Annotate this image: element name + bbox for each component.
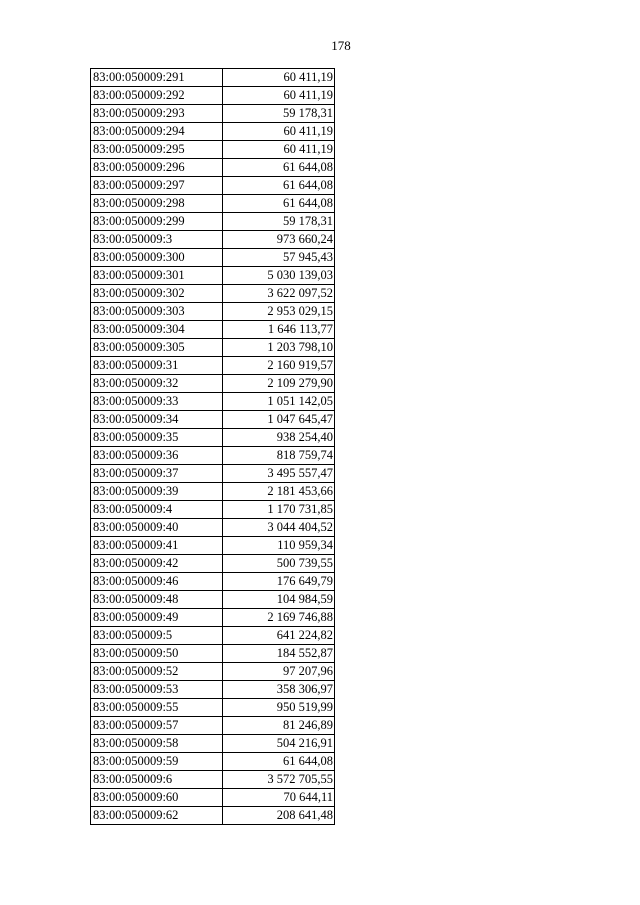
cadastral-value-cell: 57 945,43 — [223, 249, 335, 267]
table-row — [91, 195, 335, 213]
table-row — [91, 123, 335, 141]
table-row — [91, 789, 335, 807]
cadastral-number-cell: 83:00:050009:53 — [91, 681, 223, 699]
cadastral-value-cell: 60 411,19 — [223, 123, 335, 141]
table-row — [91, 429, 335, 447]
table-row — [91, 537, 335, 555]
cadastral-value-cell: 500 739,55 — [223, 555, 335, 573]
cadastral-number-cell: 83:00:050009:304 — [91, 321, 223, 339]
table-row — [91, 591, 335, 609]
cadastral-value-cell: 1 203 798,10 — [223, 339, 335, 357]
cadastral-value-cell: 2 181 453,66 — [223, 483, 335, 501]
table-row — [91, 267, 335, 285]
cadastral-value-cell: 641 224,82 — [223, 627, 335, 645]
cadastral-value-cell: 81 246,89 — [223, 717, 335, 735]
cadastral-number-cell: 83:00:050009:42 — [91, 555, 223, 573]
table-row — [91, 177, 335, 195]
cadastral-number-cell: 83:00:050009:4 — [91, 501, 223, 519]
table-row — [91, 105, 335, 123]
cadastral-value-cell: 60 411,19 — [223, 141, 335, 159]
cadastral-number-cell: 83:00:050009:296 — [91, 159, 223, 177]
table-row — [91, 699, 335, 717]
table-row — [91, 501, 335, 519]
table-body — [91, 69, 335, 825]
cadastral-number-cell: 83:00:050009:292 — [91, 87, 223, 105]
table-row — [91, 573, 335, 591]
table-row — [91, 375, 335, 393]
table-row — [91, 231, 335, 249]
cadastral-value-cell: 1 646 113,77 — [223, 321, 335, 339]
table-row — [91, 339, 335, 357]
page-number: 178 — [331, 38, 351, 53]
table-row — [91, 447, 335, 465]
table-row — [91, 213, 335, 231]
cadastral-number-cell: 83:00:050009:49 — [91, 609, 223, 627]
table-row — [91, 519, 335, 537]
cadastral-value-cell: 2 109 279,90 — [223, 375, 335, 393]
table-row — [91, 735, 335, 753]
cadastral-value-cell: 1 047 645,47 — [223, 411, 335, 429]
table-row — [91, 627, 335, 645]
cadastral-value-cell: 2 953 029,15 — [223, 303, 335, 321]
cadastral-value-cell: 3 495 557,47 — [223, 465, 335, 483]
cadastral-number-cell: 83:00:050009:34 — [91, 411, 223, 429]
cadastral-value-cell: 176 649,79 — [223, 573, 335, 591]
cadastral-number-cell: 83:00:050009:48 — [91, 591, 223, 609]
cadastral-number-cell: 83:00:050009:301 — [91, 267, 223, 285]
table-row — [91, 717, 335, 735]
cadastral-value-cell: 1 051 142,05 — [223, 393, 335, 411]
cadastral-value-cell: 2 169 746,88 — [223, 609, 335, 627]
cadastral-value-cell: 504 216,91 — [223, 735, 335, 753]
cadastral-value-cell: 61 644,08 — [223, 159, 335, 177]
table-row — [91, 645, 335, 663]
table-row — [91, 771, 335, 789]
table-row — [91, 357, 335, 375]
cadastral-number-cell: 83:00:050009:305 — [91, 339, 223, 357]
cadastral-number-cell: 83:00:050009:297 — [91, 177, 223, 195]
cadastral-number-cell: 83:00:050009:60 — [91, 789, 223, 807]
table-row — [91, 249, 335, 267]
table-row — [91, 87, 335, 105]
cadastral-value-cell: 60 411,19 — [223, 69, 335, 87]
cadastral-value-cell: 5 030 139,03 — [223, 267, 335, 285]
cadastral-number-cell: 83:00:050009:46 — [91, 573, 223, 591]
cadastral-number-cell: 83:00:050009:59 — [91, 753, 223, 771]
cadastral-number-cell: 83:00:050009:52 — [91, 663, 223, 681]
cadastral-number-cell: 83:00:050009:291 — [91, 69, 223, 87]
cadastral-value-cell: 3 572 705,55 — [223, 771, 335, 789]
cadastral-value-cell: 818 759,74 — [223, 447, 335, 465]
cadastral-number-cell: 83:00:050009:3 — [91, 231, 223, 249]
cadastral-value-cell: 60 411,19 — [223, 87, 335, 105]
cadastral-number-cell: 83:00:050009:293 — [91, 105, 223, 123]
table-row — [91, 753, 335, 771]
cadastral-value-cell: 973 660,24 — [223, 231, 335, 249]
cadastral-number-cell: 83:00:050009:299 — [91, 213, 223, 231]
cadastral-value-cell: 1 170 731,85 — [223, 501, 335, 519]
cadastral-value-table — [90, 68, 335, 825]
cadastral-value-cell: 3 044 404,52 — [223, 519, 335, 537]
cadastral-value-cell: 358 306,97 — [223, 681, 335, 699]
cadastral-value-cell: 97 207,96 — [223, 663, 335, 681]
cadastral-number-cell: 83:00:050009:62 — [91, 807, 223, 825]
cadastral-value-cell: 104 984,59 — [223, 591, 335, 609]
table-row — [91, 393, 335, 411]
cadastral-number-cell: 83:00:050009:302 — [91, 285, 223, 303]
table-row — [91, 285, 335, 303]
cadastral-value-cell: 3 622 097,52 — [223, 285, 335, 303]
table-row — [91, 555, 335, 573]
cadastral-number-cell: 83:00:050009:58 — [91, 735, 223, 753]
cadastral-number-cell: 83:00:050009:35 — [91, 429, 223, 447]
cadastral-number-cell: 83:00:050009:55 — [91, 699, 223, 717]
cadastral-value-cell: 938 254,40 — [223, 429, 335, 447]
cadastral-value-cell: 2 160 919,57 — [223, 357, 335, 375]
table-row — [91, 69, 335, 87]
cadastral-value-cell: 59 178,31 — [223, 105, 335, 123]
table-row — [91, 159, 335, 177]
table-row — [91, 681, 335, 699]
cadastral-number-cell: 83:00:050009:36 — [91, 447, 223, 465]
cadastral-value-cell: 61 644,08 — [223, 753, 335, 771]
cadastral-number-cell: 83:00:050009:31 — [91, 357, 223, 375]
cadastral-value-cell: 59 178,31 — [223, 213, 335, 231]
cadastral-number-cell: 83:00:050009:295 — [91, 141, 223, 159]
cadastral-number-cell: 83:00:050009:298 — [91, 195, 223, 213]
table-row — [91, 663, 335, 681]
cadastral-value-cell: 110 959,34 — [223, 537, 335, 555]
table-row — [91, 303, 335, 321]
cadastral-number-cell: 83:00:050009:39 — [91, 483, 223, 501]
cadastral-value-cell: 184 552,87 — [223, 645, 335, 663]
table-row — [91, 321, 335, 339]
cadastral-number-cell: 83:00:050009:303 — [91, 303, 223, 321]
table-row — [91, 141, 335, 159]
cadastral-number-cell: 83:00:050009:5 — [91, 627, 223, 645]
cadastral-value-cell: 70 644,11 — [223, 789, 335, 807]
cadastral-value-cell: 950 519,99 — [223, 699, 335, 717]
cadastral-value-cell: 61 644,08 — [223, 195, 335, 213]
cadastral-number-cell: 83:00:050009:40 — [91, 519, 223, 537]
table-row — [91, 465, 335, 483]
cadastral-number-cell: 83:00:050009:37 — [91, 465, 223, 483]
table-row — [91, 411, 335, 429]
cadastral-number-cell: 83:00:050009:32 — [91, 375, 223, 393]
cadastral-number-cell: 83:00:050009:50 — [91, 645, 223, 663]
cadastral-number-cell: 83:00:050009:57 — [91, 717, 223, 735]
table-row — [91, 609, 335, 627]
cadastral-number-cell: 83:00:050009:300 — [91, 249, 223, 267]
cadastral-value-cell: 208 641,48 — [223, 807, 335, 825]
cadastral-number-cell: 83:00:050009:33 — [91, 393, 223, 411]
table-row — [91, 807, 335, 825]
cadastral-number-cell: 83:00:050009:294 — [91, 123, 223, 141]
table-row — [91, 483, 335, 501]
cadastral-value-cell: 61 644,08 — [223, 177, 335, 195]
cadastral-number-cell: 83:00:050009:6 — [91, 771, 223, 789]
cadastral-number-cell: 83:00:050009:41 — [91, 537, 223, 555]
